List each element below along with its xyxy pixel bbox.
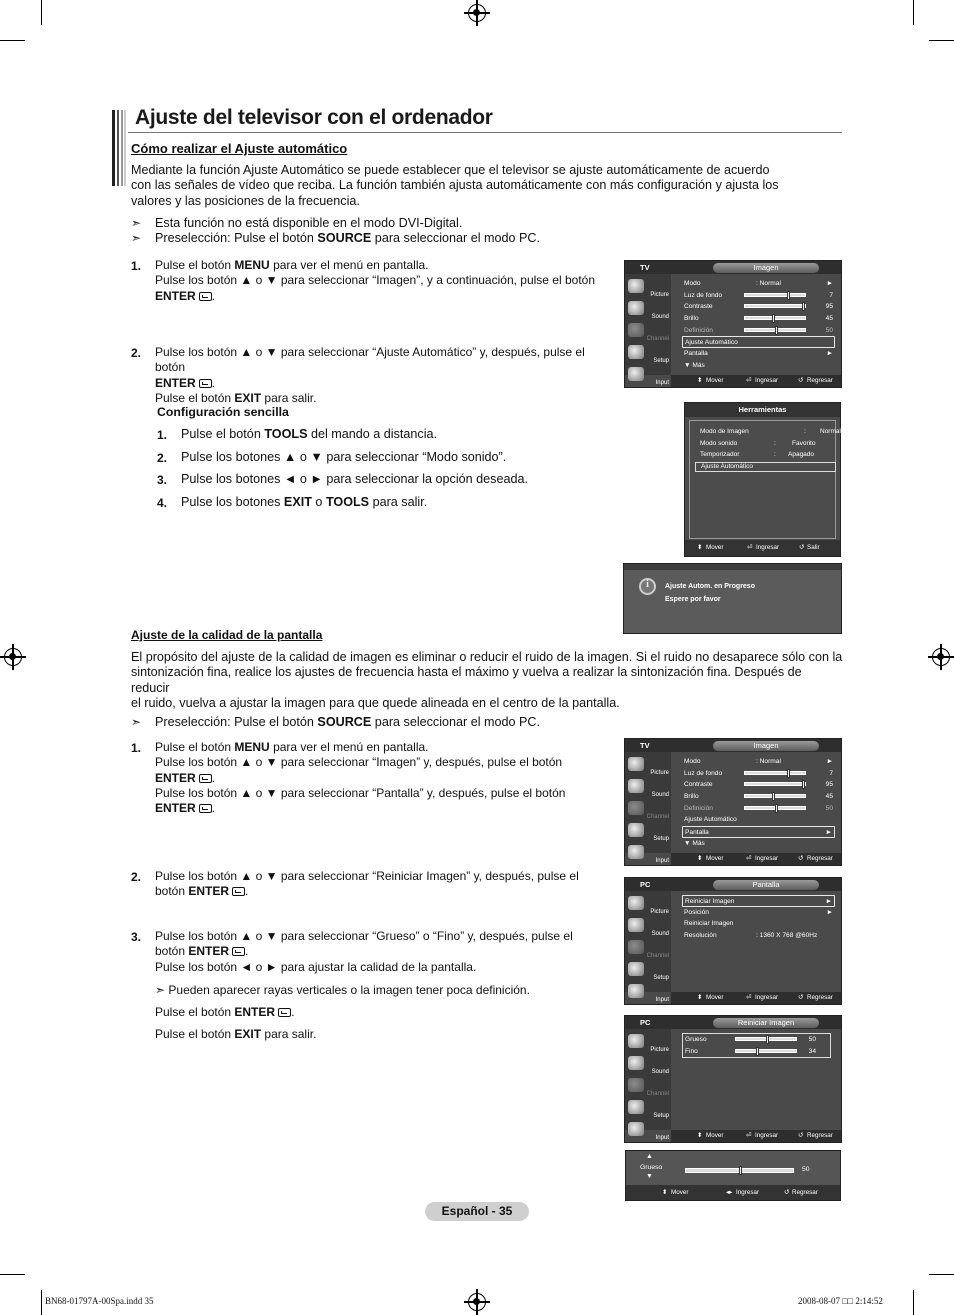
channel-icon	[628, 801, 644, 815]
osd-row-label: Posición	[684, 908, 709, 916]
setup-icon	[628, 1100, 644, 1114]
osd-footer-label: Ingresar	[755, 994, 779, 1001]
osd-sidebar	[625, 891, 671, 1003]
sound-icon	[628, 779, 644, 793]
sidebar-item-sound[interactable]	[625, 777, 671, 799]
crop-mark	[929, 1274, 954, 1275]
section2-note	[131, 715, 540, 730]
step-number: 4.	[157, 496, 168, 510]
osd-footer-label: Mover	[706, 994, 724, 1001]
osd-row-number: 50	[808, 1036, 816, 1043]
osd-menu-row[interactable]	[682, 313, 835, 325]
osd-row-label: Modo	[684, 758, 701, 765]
osd-row-label: Definición	[684, 804, 713, 812]
osd-menu-row[interactable]	[682, 301, 835, 313]
note-arrow-icon: ➣	[131, 715, 142, 729]
step-number: 3.	[157, 473, 168, 487]
setup-icon	[628, 823, 644, 837]
sidebar-item-setup[interactable]	[625, 1098, 671, 1120]
osd-slider-bar[interactable]	[744, 794, 806, 798]
sidebar-item-label: Picture	[650, 1047, 669, 1053]
intro-line: El propósito del ajuste de la calidad de imagen es eliminar o reducir el ruido de la imagen. Si el ruido no desaparece sólo con la	[131, 650, 843, 664]
info-icon	[639, 578, 656, 595]
osd-footer	[671, 992, 841, 1004]
enter-icon: ⏎	[747, 544, 753, 551]
osd-sidebar	[625, 1029, 671, 1141]
osd-row-label: Contraste	[684, 303, 713, 311]
sidebar-item-channel[interactable]	[625, 799, 671, 821]
osd-title: Imagen	[713, 263, 819, 273]
easy-step-text: Pulse los botones ◄ o ► para seleccionar la opción deseada.	[181, 472, 528, 486]
step-number: 2.	[131, 346, 142, 360]
s2-step1-text: Pulse el botón MENU para ver el menú en pantalla. Pulse los botón ▲ o ▼ para seleccionar “Imagen” y, después, pulse el botón ENTER . Pulse los botón ▲ o ▼ para seleccionar “Pantalla” y, después, pulse el botón ENTER .	[155, 740, 566, 816]
osd-slider-bar[interactable]	[744, 304, 806, 308]
osd-footer-label: Mover	[706, 1132, 724, 1139]
footer-enter: Ingresar	[756, 544, 780, 551]
step-number: 1.	[157, 428, 168, 442]
move-icon: ⬍	[697, 1132, 703, 1139]
up-arrow-icon: ▲	[646, 1153, 653, 1160]
print-slug-right: 2008-08-07 □□ 2:14:52	[798, 1296, 883, 1306]
sidebar-item-label: Sound	[651, 931, 669, 937]
picture-icon	[628, 896, 644, 910]
step-number: 2.	[131, 870, 142, 884]
osd-menu-row[interactable]	[682, 791, 835, 803]
osd-footer-label: Ingresar	[755, 1132, 779, 1139]
channel-icon	[628, 940, 644, 954]
step-number: 1.	[131, 741, 142, 755]
sidebar-item-setup[interactable]	[625, 960, 671, 982]
picture-icon	[628, 279, 644, 293]
easy-step-text: Pulse el botón TOOLS del mando a distancia.	[181, 427, 438, 441]
note-text: Preselección: Pulse el botón SOURCE para seleccionar el modo PC.	[155, 231, 541, 245]
section1-intro	[131, 163, 841, 209]
sidebar-item-label: Channel	[646, 953, 669, 959]
osd-slider-knob[interactable]	[802, 302, 805, 311]
input-icon	[628, 845, 644, 859]
title-divider	[128, 132, 842, 133]
sidebar-item-sound[interactable]	[625, 916, 671, 938]
osd-menu-row[interactable]	[682, 325, 835, 337]
osd-menu-row[interactable]	[682, 779, 835, 791]
crop-mark	[929, 40, 954, 41]
sidebar-item-label: Input	[655, 1135, 669, 1141]
sidebar-item-label: Picture	[650, 770, 669, 776]
osd-menu-row[interactable]	[682, 768, 835, 780]
return-icon: ↺	[799, 544, 805, 551]
footer-return: Regresar	[792, 1189, 818, 1196]
osd-menu-row[interactable]	[682, 918, 835, 930]
osd-menu-list	[682, 1033, 831, 1058]
osd-footer	[671, 1130, 841, 1142]
osd-row-label: Pantalla	[684, 350, 708, 358]
step2-text: Pulse los botón ▲ o ▼ para seleccionar “Ajuste Automático” y, después, pulse el botón ENTER . Pulse el botón EXIT para salir.	[155, 345, 585, 405]
input-icon	[628, 367, 644, 381]
osd-slider-knob[interactable]	[766, 1035, 769, 1044]
move-icon: ⬍	[697, 377, 703, 384]
sidebar-item-label: Input	[655, 380, 669, 386]
easy-step-text: Pulse los botones EXIT o TOOLS para salir.	[181, 495, 428, 509]
osd-menu-row[interactable]	[682, 290, 835, 302]
sidebar-item-label: Setup	[653, 1113, 669, 1119]
crop-mark	[41, 0, 42, 25]
section-heading-quality: Ajuste de la calidad de la pantalla	[131, 628, 323, 642]
registration-mark-icon	[468, 4, 486, 22]
s2-step3-text: Pulse los botón ▲ o ▼ para seleccionar “Grueso” o “Fino” y, después, pulse el botón ENTER . Pulse los botón ◄ o ► para ajustar la calidad de la pantalla. ➣ Pueden aparecer rayas verticales o la imagen tener poca definición. Pulse el botón ENTER . Pulse el botón EXIT para salir.	[155, 929, 573, 1042]
tools-footer	[685, 540, 840, 556]
osd-slider-knob[interactable]	[756, 1047, 759, 1056]
crop-mark	[41, 1290, 42, 1315]
osd-menu-row[interactable]	[682, 278, 835, 290]
osd-row-number: 45	[825, 793, 833, 801]
osd-row-arrow: ►	[826, 908, 833, 916]
sidebar-item-input[interactable]	[625, 365, 671, 387]
osd-menu-row[interactable]	[682, 895, 835, 907]
slider-label: Grueso	[640, 1164, 663, 1171]
tools-row[interactable]: Modo de Imagen : Normal	[700, 428, 841, 435]
return-icon: ↺	[784, 1189, 790, 1196]
osd-slider-knob[interactable]	[775, 326, 778, 335]
osd-slider-knob[interactable]	[787, 769, 790, 778]
osd-footer-label: Ingresar	[755, 855, 779, 862]
osd-menu-list	[682, 756, 835, 850]
note-text: Preselección: Pulse el botón SOURCE para seleccionar el modo PC.	[155, 715, 541, 729]
crop-mark	[0, 40, 25, 41]
picture-icon	[628, 757, 644, 771]
sidebar-item-sound[interactable]	[625, 1054, 671, 1076]
osd-row-number: 50	[825, 326, 833, 334]
osd-row-label: Contraste	[684, 781, 713, 789]
section-heading-auto-adjust: Cómo realizar el Ajuste automático	[131, 141, 348, 156]
osd-row-arrow: ►	[826, 350, 833, 358]
sidebar-item-setup[interactable]	[625, 343, 671, 365]
note-arrow-icon: ➣	[131, 216, 142, 230]
page-title: Ajuste del televisor con el ordenador	[135, 106, 493, 129]
osd-row-label: Ajuste Automático	[684, 816, 737, 824]
osd-menu-row[interactable]	[682, 838, 835, 850]
return-icon: ↺	[798, 1132, 804, 1139]
osd-menu-list	[682, 278, 835, 372]
osd-sidebar	[625, 274, 671, 386]
sidebar-item-label: Sound	[651, 792, 669, 798]
osd-row-value: : 1360 X 768 @60Hz	[756, 932, 818, 940]
enter-icon	[232, 887, 245, 896]
osd-title: Imagen	[713, 741, 819, 751]
intro-line: sintonización fina, realice los ajustes de frecuencia hasta el máximo y vuelva a realizar la sintonización fina. Después de reducir	[131, 665, 802, 695]
print-slug-left: BN68-01797A-00Spa.indd 35	[45, 1296, 154, 1306]
sidebar-item-label: Channel	[646, 814, 669, 820]
crop-mark	[913, 1290, 914, 1315]
osd-row-value: : Normal	[756, 280, 781, 287]
osd-slider-bar[interactable]	[744, 806, 806, 810]
osd-row-label: Resolución	[684, 932, 717, 940]
sidebar-item-label: Setup	[653, 975, 669, 981]
intro-line: con las señales de vídeo que reciba. La función también ajusta automáticamente con más configuración y ajusta los	[131, 178, 779, 193]
sidebar-item-label: Input	[655, 997, 669, 1003]
sidebar-item-label: Input	[655, 858, 669, 864]
osd-footer-label: Mover	[706, 855, 724, 862]
osd-row-label: Reiniciar Imagen	[685, 898, 735, 905]
page-number-badge: Español - 35	[425, 1202, 529, 1221]
osd-row-label: ▼ Más	[684, 839, 705, 847]
osd-menu-row[interactable]	[682, 360, 835, 372]
enter-icon	[199, 292, 212, 301]
osd-slider-knob[interactable]	[787, 291, 790, 300]
input-icon	[628, 1122, 644, 1136]
osd-menu-row[interactable]	[682, 803, 835, 815]
step-number: 3.	[131, 930, 142, 944]
sidebar-item-label: Setup	[653, 358, 669, 364]
move-icon: ⬍	[662, 1189, 668, 1196]
easy-step-text: Pulse los botones ▲ o ▼ para seleccionar “Modo sonido”.	[181, 450, 507, 464]
osd-row-label: Brillo	[684, 315, 699, 323]
osd-footer-label: Regresar	[807, 1132, 833, 1139]
crop-mark	[913, 0, 914, 25]
osd-menu-row[interactable]	[682, 756, 835, 768]
intro-line: valores y las posiciones de la frecuencia.	[131, 193, 360, 208]
osd-row-label: Definición	[684, 326, 713, 334]
osd-row-arrow: ►	[825, 829, 832, 837]
tv-menu-pantalla	[624, 877, 842, 1005]
sidebar-item-label: Setup	[653, 836, 669, 842]
step1-text: Pulse el botón MENU para ver el menú en pantalla. Pulse los botón ▲ o ▼ para seleccionar “Imagen”, y a continuación, pulse el botón ENTER .	[155, 258, 596, 303]
osd-row-arrow: ►	[826, 280, 833, 287]
slider-value: 50	[802, 1166, 810, 1173]
sidebar-item-picture[interactable]	[625, 894, 671, 916]
section1-notes	[131, 216, 691, 246]
sound-icon	[628, 301, 644, 315]
step-number: 2.	[157, 451, 168, 465]
enter-icon: ⏎	[746, 994, 752, 1001]
osd-slider-bar[interactable]	[735, 1037, 797, 1041]
sidebar-item-setup[interactable]	[625, 821, 671, 843]
osd-menu-row[interactable]	[682, 336, 835, 348]
osd-row-number: 95	[825, 781, 833, 789]
footer-exit: Salir	[807, 544, 820, 551]
sidebar-item-picture[interactable]	[625, 1032, 671, 1054]
osd-slider-knob[interactable]	[775, 804, 778, 813]
sidebar-item-label: Sound	[651, 314, 669, 320]
enter-icon: ⏎	[746, 855, 752, 862]
osd-menu-row[interactable]	[682, 826, 835, 838]
osd-menu-row[interactable]	[682, 814, 835, 826]
osd-row-arrow: ►	[826, 758, 833, 765]
easy-setup-title: Configuración sencilla	[157, 405, 289, 419]
channel-icon	[628, 1078, 644, 1092]
registration-mark-icon	[4, 648, 22, 666]
tools-row-selected[interactable]: Ajuste Automático	[695, 462, 836, 472]
osd-slider-bar[interactable]	[744, 293, 806, 297]
osd-row-number: 45	[825, 315, 833, 323]
osd-menu-row[interactable]	[683, 1046, 830, 1058]
osd-row-label: Ajuste Automático	[685, 339, 738, 347]
osd-menu-row[interactable]	[682, 930, 835, 942]
osd-sidebar	[625, 752, 671, 864]
osd-source: TV	[640, 741, 650, 750]
footer-move: Mover	[671, 1189, 689, 1196]
crop-mark	[0, 1274, 25, 1275]
osd-row-number: 7	[829, 291, 833, 299]
tools-panel	[684, 402, 841, 557]
registration-mark-icon	[932, 648, 950, 666]
slider-track[interactable]	[685, 1168, 794, 1173]
osd-footer-label: Ingresar	[755, 377, 779, 384]
tools-title: Herramientas	[685, 403, 840, 417]
osd-row-label: Pantalla	[685, 829, 709, 837]
tools-row[interactable]: Modo sonido : Favorito	[700, 440, 816, 447]
message-line: Ajuste Autom. en Progreso	[665, 583, 755, 590]
osd-row-number: 50	[825, 804, 833, 812]
osd-slider-bar[interactable]	[735, 1049, 797, 1053]
s2-step2-text: Pulse los botón ▲ o ▼ para seleccionar “Reiniciar Imagen” y, después, pulse el botón ENTER .	[155, 869, 579, 899]
registration-mark-icon	[468, 1293, 486, 1311]
intro-line: el ruido, vuelva a ajustar la imagen para que quede alineada en el centro de la pantalla.	[131, 696, 620, 711]
sidebar-item-picture[interactable]	[625, 277, 671, 299]
osd-menu-list	[682, 895, 835, 942]
osd-menu-row[interactable]	[682, 907, 835, 919]
osd-slider-bar[interactable]	[744, 782, 806, 786]
osd-row-label: Modo	[684, 280, 701, 287]
osd-row-number: 7	[829, 769, 833, 777]
osd-slider-knob[interactable]	[772, 314, 775, 323]
osd-footer	[671, 853, 841, 865]
osd-row-label: Luz de fondo	[684, 291, 723, 299]
footer-adjust: Ingresar	[736, 1189, 760, 1196]
osd-row-label: Luz de fondo	[684, 769, 723, 777]
sidebar-item-input[interactable]	[625, 1120, 671, 1142]
sidebar-item-label: Sound	[651, 1069, 669, 1075]
footer-move: Mover	[706, 544, 724, 551]
osd-row-label: Grueso	[685, 1036, 707, 1043]
osd-row-label: ▼ Más	[684, 361, 705, 369]
osd-row-number: 95	[825, 303, 833, 311]
move-icon: ⬍	[697, 544, 703, 551]
enter-icon	[199, 379, 212, 388]
intro-line: Mediante la función Ajuste Automático se puede establecer que el televisor se ajuste automáticamente de acuerdo	[131, 163, 770, 177]
tv-menu-imagen-pantalla	[624, 738, 842, 866]
channel-icon	[628, 323, 644, 337]
tv-menu-imagen	[624, 260, 842, 388]
sidebar-item-input[interactable]	[625, 843, 671, 865]
osd-footer-label: Regresar	[807, 377, 833, 384]
setup-icon	[628, 962, 644, 976]
return-icon: ↺	[798, 994, 804, 1001]
slider-knob[interactable]	[739, 1166, 742, 1175]
sidebar-item-label: Channel	[646, 336, 669, 342]
auto-adjust-message	[623, 563, 842, 634]
sidebar-item-label: Picture	[650, 292, 669, 298]
setup-icon	[628, 345, 644, 359]
tools-row[interactable]: Temporizador : Apagado	[700, 451, 815, 458]
sidebar-item-label: Picture	[650, 909, 669, 915]
osd-row-number: 34	[808, 1047, 816, 1055]
sidebar-item-input[interactable]	[625, 982, 671, 1004]
down-arrow-icon: ▼	[646, 1173, 653, 1180]
title-accent-bar	[112, 110, 126, 186]
osd-slider-knob[interactable]	[802, 780, 805, 789]
grueso-slider-panel	[625, 1150, 841, 1201]
osd-source: TV	[640, 263, 650, 272]
osd-title: Reiniciar Imagen	[713, 1018, 819, 1028]
osd-footer	[671, 375, 841, 387]
osd-menu-row[interactable]	[683, 1034, 830, 1046]
note-text: Esta función no está disponible en el modo DVI-Digital.	[155, 216, 463, 230]
return-icon: ↺	[798, 377, 804, 384]
enter-icon: ⏎	[746, 377, 752, 384]
sidebar-item-channel[interactable]	[625, 321, 671, 343]
osd-footer-label: Regresar	[807, 994, 833, 1001]
picture-icon	[628, 1034, 644, 1048]
enter-icon	[232, 947, 245, 956]
osd-slider-bar[interactable]	[744, 771, 806, 775]
osd-slider-knob[interactable]	[772, 792, 775, 801]
sound-icon	[628, 918, 644, 932]
message-line: Espere por favor	[665, 596, 721, 603]
osd-source: PC	[640, 1018, 651, 1027]
enter-icon	[199, 774, 212, 783]
step-number: 1.	[131, 259, 142, 273]
osd-row-label: Reiniciar Imagen	[684, 920, 734, 928]
input-icon	[628, 984, 644, 998]
sidebar-item-sound[interactable]	[625, 299, 671, 321]
osd-slider-bar[interactable]	[744, 328, 806, 332]
sidebar-item-label: Channel	[646, 1091, 669, 1097]
note-arrow-icon: ➣	[131, 231, 142, 245]
sound-icon	[628, 1056, 644, 1070]
enter-icon	[199, 804, 212, 813]
enter-icon: ⏎	[746, 1132, 752, 1139]
sidebar-item-channel[interactable]	[625, 938, 671, 960]
tv-menu-reiniciar-imagen	[624, 1015, 842, 1143]
osd-row-arrow: ►	[825, 898, 832, 905]
osd-row-value: : Normal	[756, 758, 781, 765]
osd-slider-bar[interactable]	[744, 316, 806, 320]
osd-row-label: Brillo	[684, 793, 699, 801]
osd-footer-label: Mover	[706, 377, 724, 384]
move-icon: ⬍	[697, 855, 703, 862]
enter-icon	[278, 1008, 291, 1017]
osd-row-label: Fino	[685, 1047, 698, 1055]
move-icon: ⬍	[697, 994, 703, 1001]
osd-footer-label: Regresar	[807, 855, 833, 862]
sidebar-item-channel[interactable]	[625, 1076, 671, 1098]
slider-footer	[626, 1185, 840, 1200]
return-icon: ↺	[798, 855, 804, 862]
osd-menu-row[interactable]	[682, 348, 835, 360]
section2-intro	[131, 650, 843, 712]
left-right-icon: ◂▸	[726, 1189, 733, 1196]
osd-title: Pantalla	[713, 880, 819, 890]
osd-source: PC	[640, 880, 651, 889]
sidebar-item-picture[interactable]	[625, 755, 671, 777]
